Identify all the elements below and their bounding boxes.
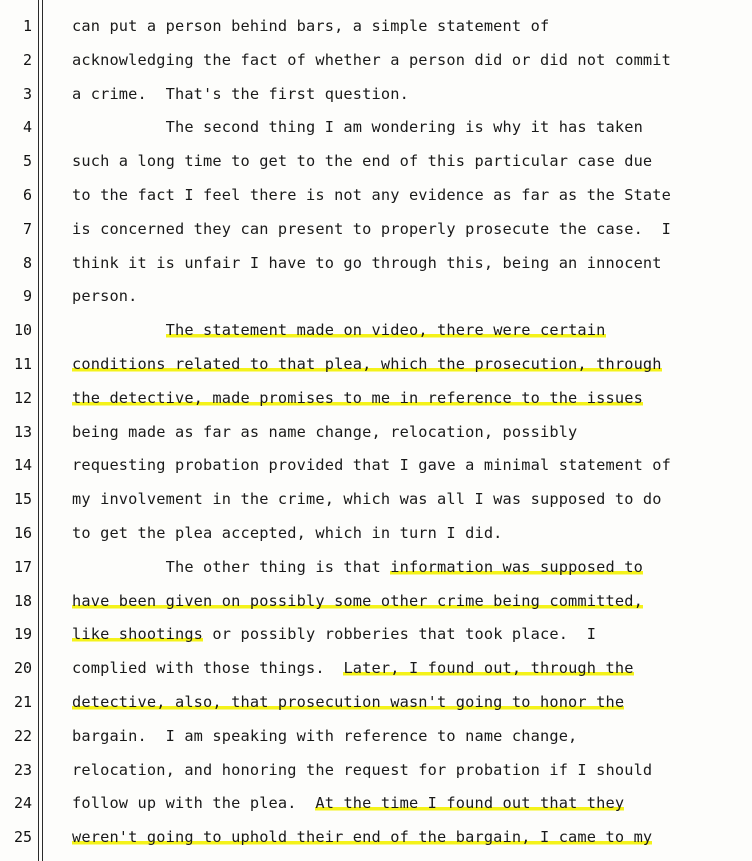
line-text: [72, 489, 662, 509]
text-segment: relocation, and honoring the request for probation if I should: [72, 760, 653, 779]
line-text: [72, 320, 606, 340]
text-segment: follow up with the plea.: [72, 794, 316, 813]
line-number: 8: [22, 253, 32, 272]
transcript-line: [0, 350, 752, 383]
transcript-line: [0, 80, 752, 113]
text-segment: is concerned they can present to properly prosecute the case. I: [72, 219, 672, 238]
highlighted-text: At the time I found out that they: [315, 794, 625, 813]
line-text: [72, 793, 624, 813]
line-number: 2: [22, 50, 32, 69]
line-text: [72, 354, 662, 374]
line-text: [72, 523, 503, 543]
line-number: 11: [13, 355, 32, 373]
text-segment: to the fact I feel there is not any evidence as far as the State: [72, 186, 672, 204]
transcript-line: [0, 654, 752, 687]
text-segment: to get the plea accepted, which in turn I did.: [72, 524, 503, 542]
line-text: [72, 117, 643, 137]
transcript-line: [0, 249, 752, 282]
line-number: 1: [22, 17, 32, 35]
text-segment: [72, 321, 166, 339]
line-number: 14: [13, 456, 32, 475]
highlighted-text: information was supposed to: [390, 557, 643, 576]
text-segment: my involvement in the crime, which was all I was supposed to do: [72, 490, 662, 509]
line-number: 3: [22, 84, 32, 103]
highlighted-text: The statement made on video, there were certain: [165, 321, 606, 340]
text-segment: The second thing I am wondering is why it has taken: [72, 118, 643, 137]
line-number: 13: [13, 422, 32, 441]
line-text: [72, 591, 643, 611]
line-number: 23: [13, 760, 32, 779]
line-number: 12: [13, 388, 32, 407]
line-number: 16: [13, 524, 32, 542]
line-text: [72, 286, 138, 306]
transcript-line: [0, 620, 752, 653]
text-segment: think it is unfair I have to go through this, being an innocent: [72, 253, 662, 272]
line-text: [72, 388, 643, 408]
transcript-line: [0, 519, 752, 552]
line-text: [72, 726, 577, 746]
highlighted-text: conditions related to that plea, which the prosecution, through: [72, 355, 662, 373]
text-segment: requesting probation provided that I gave a minimal statement of: [72, 456, 672, 475]
text-segment: or possibly robberies that took place. I: [203, 625, 597, 644]
transcript-line: [0, 485, 752, 518]
line-number: 17: [13, 557, 32, 576]
line-number: 10: [13, 321, 32, 340]
highlighted-text: detective, also, that prosecution wasn't going to honor the: [72, 693, 625, 711]
line-number: 22: [13, 726, 32, 745]
line-text: [72, 253, 662, 273]
text-segment: person.: [72, 287, 138, 306]
transcript-line: [0, 722, 752, 755]
line-text: [72, 557, 643, 577]
text-segment: such a long time to get to the end of this particular case due: [72, 152, 653, 171]
line-text: [72, 84, 409, 104]
transcript-line: [0, 553, 752, 586]
transcript-line: [0, 282, 752, 315]
transcript-line: [0, 451, 752, 484]
transcript-line: [0, 46, 752, 79]
line-number: 7: [22, 219, 32, 238]
line-number: 15: [13, 490, 32, 509]
line-text: [72, 151, 652, 171]
line-number: 19: [13, 625, 32, 644]
line-text: [72, 760, 652, 780]
highlighted-text: have been given on possibly some other crime being committed,: [72, 591, 643, 610]
text-segment: can put a person behind bars, a simple statement of: [72, 17, 550, 35]
line-text: [72, 658, 634, 678]
line-number: 4: [22, 118, 32, 137]
highlighted-text: Later, I found out, through the: [343, 659, 634, 678]
line-text: [72, 16, 549, 36]
line-text: [72, 219, 671, 239]
line-number: 9: [22, 287, 32, 306]
highlighted-text: the detective, made promises to me in reference to the issues: [72, 388, 643, 407]
transcript-line: [0, 418, 752, 451]
highlighted-text: like shootings: [72, 625, 204, 644]
line-text: [72, 827, 652, 847]
highlighted-text: weren't going to uphold their end of the bargain, I came to my: [72, 828, 653, 847]
text-segment: complied with those things.: [72, 659, 344, 678]
line-text: [72, 50, 671, 70]
transcript-line: [0, 789, 752, 822]
line-number: 20: [13, 659, 32, 678]
line-text: [72, 692, 624, 712]
transcript-line: [0, 113, 752, 146]
line-number: 25: [13, 828, 32, 847]
transcript-line: [0, 12, 752, 45]
text-segment: acknowledging the fact of whether a person did or did not commit: [72, 50, 672, 69]
line-number: 21: [13, 693, 32, 711]
text-segment: The other thing is that: [72, 557, 391, 576]
text-segment: being made as far as name change, relocation, possibly: [72, 422, 578, 441]
line-text: [72, 624, 596, 644]
line-text: [72, 455, 671, 475]
transcript-line: [0, 147, 752, 180]
line-number: 5: [22, 152, 32, 171]
line-number: 18: [13, 591, 32, 610]
line-number: 24: [13, 794, 32, 813]
transcript-line: [0, 688, 752, 721]
transcript-line: [0, 384, 752, 417]
text-segment: bargain. I am speaking with reference to name change,: [72, 726, 578, 745]
line-text: [72, 185, 671, 205]
transcript-line: [0, 823, 752, 856]
transcript-line: [0, 316, 752, 349]
line-number: 6: [22, 186, 32, 204]
transcript-line: [0, 756, 752, 789]
text-segment: a crime. That's the first question.: [72, 84, 409, 103]
transcript-line: [0, 181, 752, 214]
transcript-line: [0, 215, 752, 248]
line-text: [72, 422, 577, 442]
transcript-line: [0, 587, 752, 620]
